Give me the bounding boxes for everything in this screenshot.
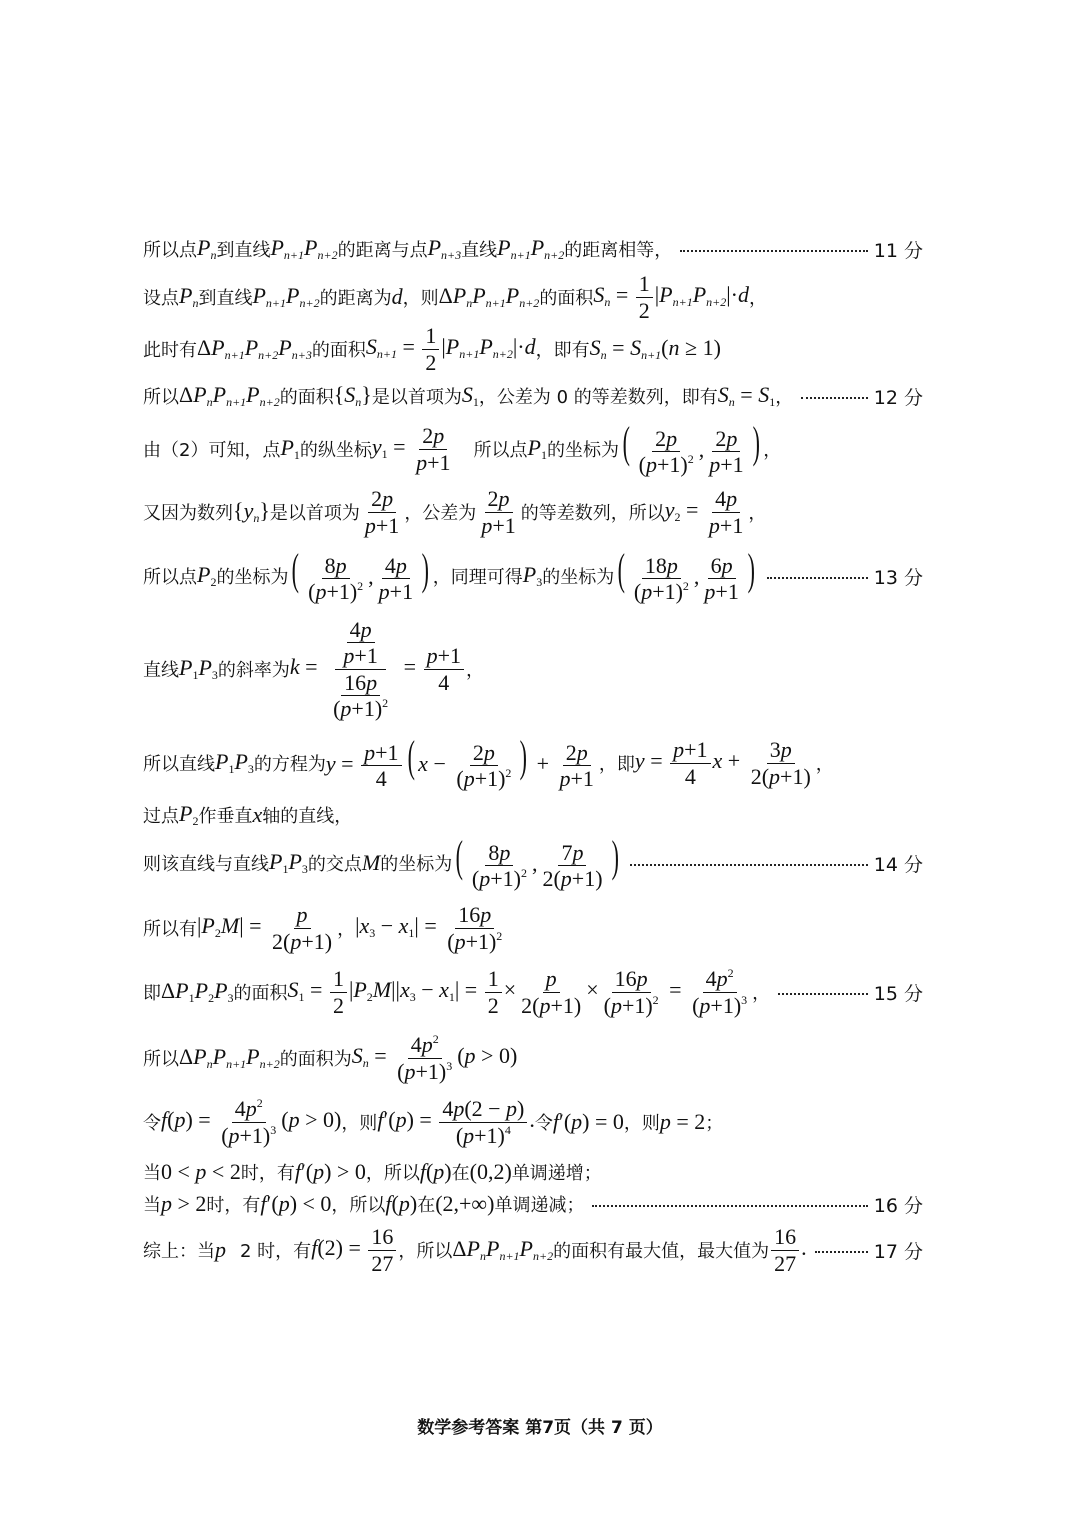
- score-mark: 11 分: [873, 239, 923, 262]
- solution-line-17: 当 p > 2 时，有 f′(p) < 0 ，所以 f(p) 在 (2,+∞) 单调递减； 16 分: [143, 1191, 923, 1217]
- solution-line-1: 所以点 $P_n$ 到直线 $P_{n+1}P_{n+2}$ 的距离与点 $P_{n+3}$ 直线 $P_{n+1}P_{n+2}$ 的距离相等， 11 分: [143, 235, 923, 262]
- solution-line-11: 则该直线与直线 $P_1P_3$ 的交点 M 的坐标为 ( $\frac{8p}{(p+1)^2}$ , $\frac{7p}{2(p+1)}$ ) 14 分: [143, 831, 923, 892]
- dot-leader: [815, 1251, 868, 1253]
- solution-line-16: 当 0 < p < 2 时，有 f′(p) > 0 ，所以 f(p) 在 (0,2) 单调递增；: [143, 1159, 602, 1184]
- dot-leader: [767, 577, 868, 579]
- solution-line-3: 此时有 $\Delta P_{n+1}P_{n+2}P_{n+3}$ 的面积 $S_{n+1}$ = $\frac{1}{2}$ $|P_{n+1}P_{n+2}|\cdot d$ ，即有 $S_n = S_{n+1}(n \ge 1)$: [143, 323, 721, 375]
- dot-leader: [592, 1205, 867, 1207]
- solution-line-13: 即 $\Delta P_1P_2P_3$ 的面积 $S_1$ = $\frac{1}{2}$ $|P_2M||x_3 - x_1|$ = $\frac{1}{2}$ × $\frac{p}{2(p+1)}$ × $\frac{16p}{(p+1)^2}$ = $\frac{4p^2}{(p+1)^3}$ ， 15 分: [143, 966, 923, 1018]
- solution-line-5: 由（2）可知，点 $P_1$ 的纵坐标 $y_1$ = $\frac{2p}{p+1}$ 所以点 $P_1$ 的坐标为 ( $\frac{2p}{(p+1)^2}$ , $\frac{2p}{p+1}$ ) ，: [143, 417, 782, 478]
- solution-line-4: 所以 $\Delta P_nP_{n+1}P_{n+2}$ 的面积 $\{S_n\}$ 是以首项为 $S_1$ ，公差为 0 的等差数列，即有 $S_n = S_1$ ， 12 分: [143, 382, 923, 409]
- dot-leader: [778, 993, 868, 995]
- dot-leader: [630, 864, 868, 866]
- solution-line-18: 综上：当 p 2 时，有 f(2) = $\frac{16}{27}$ ，所以 $\Delta P_nP_{n+1}P_{n+2}$ 的面积有最大值，最大值为 $\frac{16}{27}$ . 17 分: [143, 1224, 923, 1276]
- score-mark: 15 分: [873, 982, 923, 1005]
- solution-line-9: 所以直线 $P_1P_3$ 的方程为 y = $\frac{p+1}{4}$ ( x − $\frac{2p}{(p+1)^2}$ ) + $\frac{2p}{p+1}$ ，即 y = $\frac{p+1}{4}$ x + $\frac{3p}{2(p+1)}$ ，: [143, 731, 834, 792]
- solution-line-2: 设点 $P_n$ 到直线 $P_{n+1}P_{n+2}$ 的距离为 d ，则 $\Delta P_nP_{n+1}P_{n+2}$ 的面积 $S_n$ = $\frac{1}{2}$ $|P_{n+1}P_{n+2}|\cdot d$ ，: [143, 271, 767, 323]
- solution-line-6: 又因为数列 $\{y_n\}$ 是以首项为 $\frac{2p}{p+1}$ ，公差为 $\frac{2p}{p+1}$ 的等差数列，所以 $y_2$ = $\frac{4p}{p+1}$ ，: [143, 486, 767, 538]
- solution-line-10: 过点 $P_2$ 作垂直 x 轴的直线，: [143, 801, 353, 828]
- solution-line-8: 直线 $P_1P_3$ 的斜率为 k = $\frac{\frac{4p}{p+1}}{\frac{16p}{(p+1)^2}}$ = $\frac{p+1}{4}$ ，: [143, 616, 484, 721]
- solution-line-15: 令 f(p) = $\frac{4p^2}{(p+1)^3}$ (p > 0) ，则 f′(p) = $\frac{4p(2 - p)}{(p+1)^4}$ . 令 f′(p) = 0 ，则 p = 2 ；: [143, 1096, 724, 1148]
- score-mark: 12 分: [873, 386, 923, 409]
- solution-line-14: 所以 $\Delta P_nP_{n+1}P_{n+2}$ 的面积为 $S_n$ = $\frac{4p^2}{(p+1)^3}$ (p > 0): [143, 1032, 518, 1084]
- score-mark: 13 分: [873, 566, 923, 589]
- solution-line-12: 所以有 $|P_2M|$ = $\frac{p}{2(p+1)}$ ， $|x_3 - x_1|$ = $\frac{16p}{(p+1)^2}$: [143, 902, 503, 954]
- dot-leader: [680, 250, 868, 252]
- score-mark: 17 分: [873, 1240, 923, 1263]
- solution-line-7: 所以点 $P_2$ 的坐标为 ( $\frac{8p}{(p+1)^2}$ , $\frac{4p}{p+1}$ ) ，同理可得 $P_3$ 的坐标为 ( $\frac{18p}{(p+1)^2}$ , $\frac{6p}{p+1}$ ) 13 分: [143, 544, 923, 605]
- page-footer: 数学参考答案 第7页（共 7 页）: [417, 1418, 663, 1438]
- dot-leader: [801, 397, 868, 399]
- score-mark: 16 分: [873, 1194, 923, 1217]
- score-mark: 14 分: [873, 853, 923, 876]
